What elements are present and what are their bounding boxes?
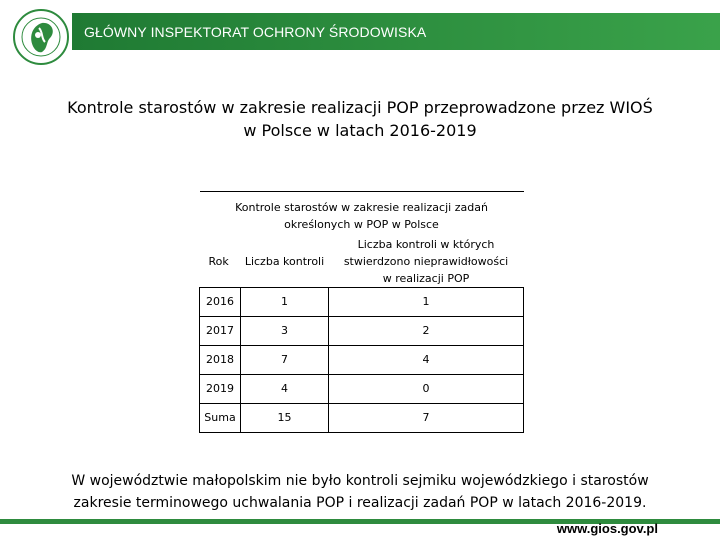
table-row xyxy=(200,287,524,316)
cell-year: Suma xyxy=(200,403,241,432)
footnote-line-2: zakresie terminowego uchwalania POP i realizacji zadań POP w latach 2016-2019. xyxy=(73,495,647,511)
caption-line-1: Kontrole starostów w zakresie realizacji zadań xyxy=(235,200,488,214)
inspection-table xyxy=(199,191,524,433)
cell-year: 2017 xyxy=(200,316,241,345)
table-header-row xyxy=(200,236,524,288)
header-count: Liczba kontroli xyxy=(241,236,329,288)
cell-count: 1 xyxy=(241,287,329,316)
cell-count: 4 xyxy=(241,374,329,403)
cell-count: 15 xyxy=(241,403,329,432)
cell-year: 2018 xyxy=(200,345,241,374)
caption-line-2: określonych w POP w Polsce xyxy=(284,217,439,231)
table-row xyxy=(200,316,524,345)
title-line-2: w Polsce w latach 2016-2019 xyxy=(243,121,477,140)
cell-irregularities: 7 xyxy=(329,403,524,432)
page-title xyxy=(40,96,680,142)
gios-logo-icon xyxy=(12,8,70,66)
cell-count: 3 xyxy=(241,316,329,345)
footer-url-link[interactable]: www.gios.gov.pl xyxy=(556,521,658,536)
cell-irregularities: 2 xyxy=(329,316,524,345)
footnote xyxy=(30,470,690,514)
cell-irregularities: 1 xyxy=(329,287,524,316)
cell-irregularities: 4 xyxy=(329,345,524,374)
header-irregularities xyxy=(329,236,524,288)
table-row xyxy=(200,345,524,374)
footnote-line-1: W województwie małopolskim nie było kontroli sejmiku wojewódzkiego i starostów xyxy=(71,473,649,489)
title-line-1: Kontrole starostów w zakresie realizacji POP przeprowadzone przez WIOŚ xyxy=(67,98,653,117)
cell-irregularities: 0 xyxy=(329,374,524,403)
header-irregularities-line-2: stwierdzono nieprawidłowości xyxy=(343,254,509,268)
header-bar xyxy=(0,0,720,50)
table-caption xyxy=(200,192,524,236)
cell-count: 7 xyxy=(241,345,329,374)
table-caption-row xyxy=(200,192,524,236)
header-irregularities-line-3: w realizacji POP xyxy=(382,271,470,285)
org-name: GŁÓWNY INSPEKTORAT OCHRONY ŚRODOWISKA xyxy=(84,24,427,40)
header-year: Rok xyxy=(200,236,241,288)
cell-year: 2016 xyxy=(200,287,241,316)
table-row-sum xyxy=(200,403,524,432)
header-irregularities-line-1: Liczba kontroli w których xyxy=(357,237,495,251)
table-row xyxy=(200,374,524,403)
cell-year: 2019 xyxy=(200,374,241,403)
